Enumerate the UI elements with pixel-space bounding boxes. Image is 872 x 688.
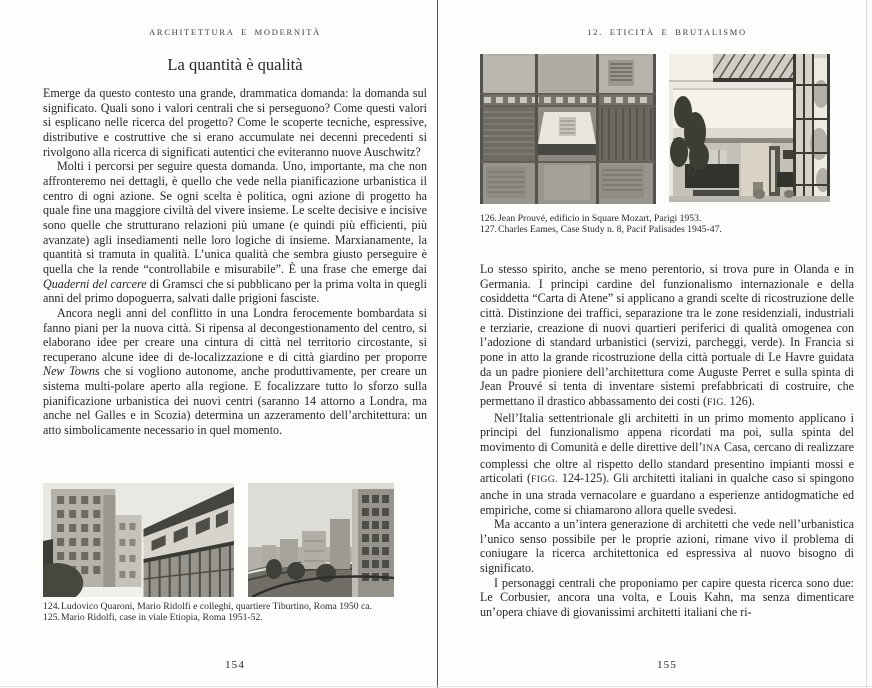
- page-number-right: 155: [656, 659, 678, 671]
- text-run: Casa, cercano di realizzare complessi che oltre al rispetto dello standard presentino impianti mossi e articolati (: [480, 439, 854, 486]
- text-run: Emerge da questo contesto una grande, drammatica domanda: la domanda sul significato. Quali sono i valori centrali che si perseguono? Come questi valori si esplicano nelle ricerca del progetto? Come le scoperte tecniche, espressive, distributive e costruttive che si erano accumulate nei decenni precedenti si rivolgono alla ricerca di significati autentici che eviteranno nuove Auschwitz?: [43, 86, 427, 159]
- caption-text: Jean Prouvé, edificio in Square Mozart, Parigi 1953.: [498, 213, 702, 224]
- text-run: Molti i percorsi per seguire questa domanda. Uno, importante, ma che non affronteremo nei dettagli, è quello che vede nella pianificazione urbanistica il centro di ogni azione. Se ogni scelta è politica, ogni azione di progetto ha quale fine una maggiore civiltà del vivere insieme. Le scelte decisive e incisive sono quelle che strutturano relazioni più umane (e quindi più efficienti, più avanzate) agli insediamenti nelle loro logiche di insieme. Marxianamente, la quantità si tramuta in qualità. L’unica qualità che sembra giusto perseguire è quella che la rende “controllabile e misurabile”. È una frase che emerge dai: [43, 159, 427, 276]
- paragraph: [480, 576, 854, 620]
- figure-127-photo: [669, 54, 830, 202]
- text-run: I personaggi centrali che proponiamo per capire questa ricerca sono due: Le Corbusier, ancora una volta, e Louis Kahn, ma senza dimenticare un’opera chiave di giovanissimi architetti italiani che ri-: [480, 575, 854, 620]
- paragraph: [43, 86, 427, 159]
- figure-126: [480, 54, 656, 204]
- figure-number: 127.: [480, 224, 497, 236]
- page-edge-right: [866, 0, 867, 688]
- caption-text: Ludovico Quaroni, Mario Ridolfi e colleghi, quartiere Tiburtino, Roma 1950 ca.: [61, 601, 373, 612]
- text-run: 124-125). Gli architetti italiani in qualche caso si spingono anche in una strada vernacolare e guardano a esperienze antidogmatiche ed empiriche, come si chiamarono allora quelle svedesi.: [480, 471, 854, 517]
- paragraph: [480, 262, 854, 411]
- left-body-text: [43, 86, 427, 438]
- paragraph: [43, 306, 427, 438]
- caption-text: Charles Eames, Case Study n. 8, Pacif Palisades 1945-47.: [498, 224, 722, 236]
- text-run: Ma accanto a un’intera generazione di architetti che vede nell’urbanistica l’unico senso possibile per le proprie azioni, rimane vivo il problema di coniugare la ricerca architettonica ed espressiva al nuovo bisogno di significato.: [480, 517, 854, 576]
- text-run: Ancora negli anni del conflitto in una Londra ferocemente bombardata si fanno piani per la nuova città. Si ripensa al decongestionamento del centro, si elaborano idee per creare una cintura di città nel territorio circostante, si recuperano alcune idee di de-localizzazione e di città giardino per proporre: [43, 305, 427, 364]
- page-edge-bottom: [0, 686, 872, 687]
- text-run: Lo stesso spirito, anche se meno perentorio, si trova pure in Olanda e in Germania. I principi cardine del funzionalismo internazionale e della cosiddetta “Carta di Atene” si applicano a grandi scelte di ricostruzione delle città. Distinzione dei traffici, separazione tra le zone residenziali, industriali e terziarie, creazione di nuovi quartieri periferici di qualità omogenea con l’adozione di standard urbanistici (servizi, parcheggi, verde). In Francia si pone in atto la grande ricostruzione della città portuale di Le Havre guidata da un padre pioniere dell’architettura come Auguste Perret e sulla spinta di Jean Prouvé si tenta di inventare sistemi prefabbricati di costruire, che permettano il drastico abbassamento dei costi (: [480, 262, 854, 408]
- left-page: [43, 0, 427, 688]
- figure-caption: [43, 601, 427, 612]
- smallcaps-run: INA: [702, 442, 721, 454]
- italic-run: Quaderni del carcere: [43, 276, 147, 291]
- page-gutter: [437, 0, 438, 688]
- caption-text: Mario Ridolfi, case in viale Etiopia, Roma 1951-52.: [61, 612, 263, 624]
- right-body-text: [480, 262, 854, 620]
- running-head-left: ARCHITETTURA E MODERNITÀ: [149, 27, 321, 37]
- italic-run: New Towns: [43, 364, 100, 379]
- paragraph: [480, 517, 854, 576]
- figure-number: 126.: [480, 213, 497, 224]
- right-captions: [480, 213, 854, 236]
- text-run: di Gramsci che si pubblicano per la prima volta in quegli anni del primo dopoguerra, salvati dalle prigioni fasciste.: [43, 276, 427, 306]
- figure-126-photo: [480, 54, 656, 204]
- paragraph: [480, 411, 854, 518]
- figure-caption: [480, 224, 854, 235]
- running-head-right: 12. ETICITÀ E BRUTALISMO: [587, 27, 747, 37]
- smallcaps-run: FIGG.: [530, 474, 558, 486]
- figure-125-photo: [248, 483, 394, 597]
- figure-127: [669, 54, 830, 202]
- figure-caption: [480, 213, 854, 224]
- page-number-left: 154: [224, 659, 246, 671]
- left-captions: [43, 601, 427, 624]
- right-page: [480, 0, 854, 688]
- smallcaps-run: FIG.: [707, 396, 727, 408]
- text-run: 126).: [726, 393, 755, 408]
- figure-124-photo: [43, 483, 234, 597]
- figure-125: [248, 483, 394, 597]
- section-title: La quantità è qualità: [167, 55, 303, 74]
- text-run: che si vogliono autonome, anche produttivamente, per creare un sistema multi-polare aperto alla regione. E focalizzare tutto lo sforzo sulla pianificazione urbanistica dei nuovi centri (saranno 14 attorno a Londra, ma anche nel Galles e in Scozia) determina un azzeramento dell’architettura: un atto simbolicamente necessario in quel momento.: [43, 364, 427, 438]
- paragraph: [43, 159, 427, 306]
- text-run: Nell’Italia settentrionale gli architetti in un primo momento applicano i principi del funzionalismo appena ricordati ma poi, sulla spinta del movimento di Comunità e delle direttive dell’: [480, 410, 854, 454]
- figure-number: 124.: [43, 601, 60, 612]
- figure-caption: [43, 612, 427, 623]
- figure-124: [43, 483, 234, 597]
- figure-number: 125.: [43, 612, 60, 624]
